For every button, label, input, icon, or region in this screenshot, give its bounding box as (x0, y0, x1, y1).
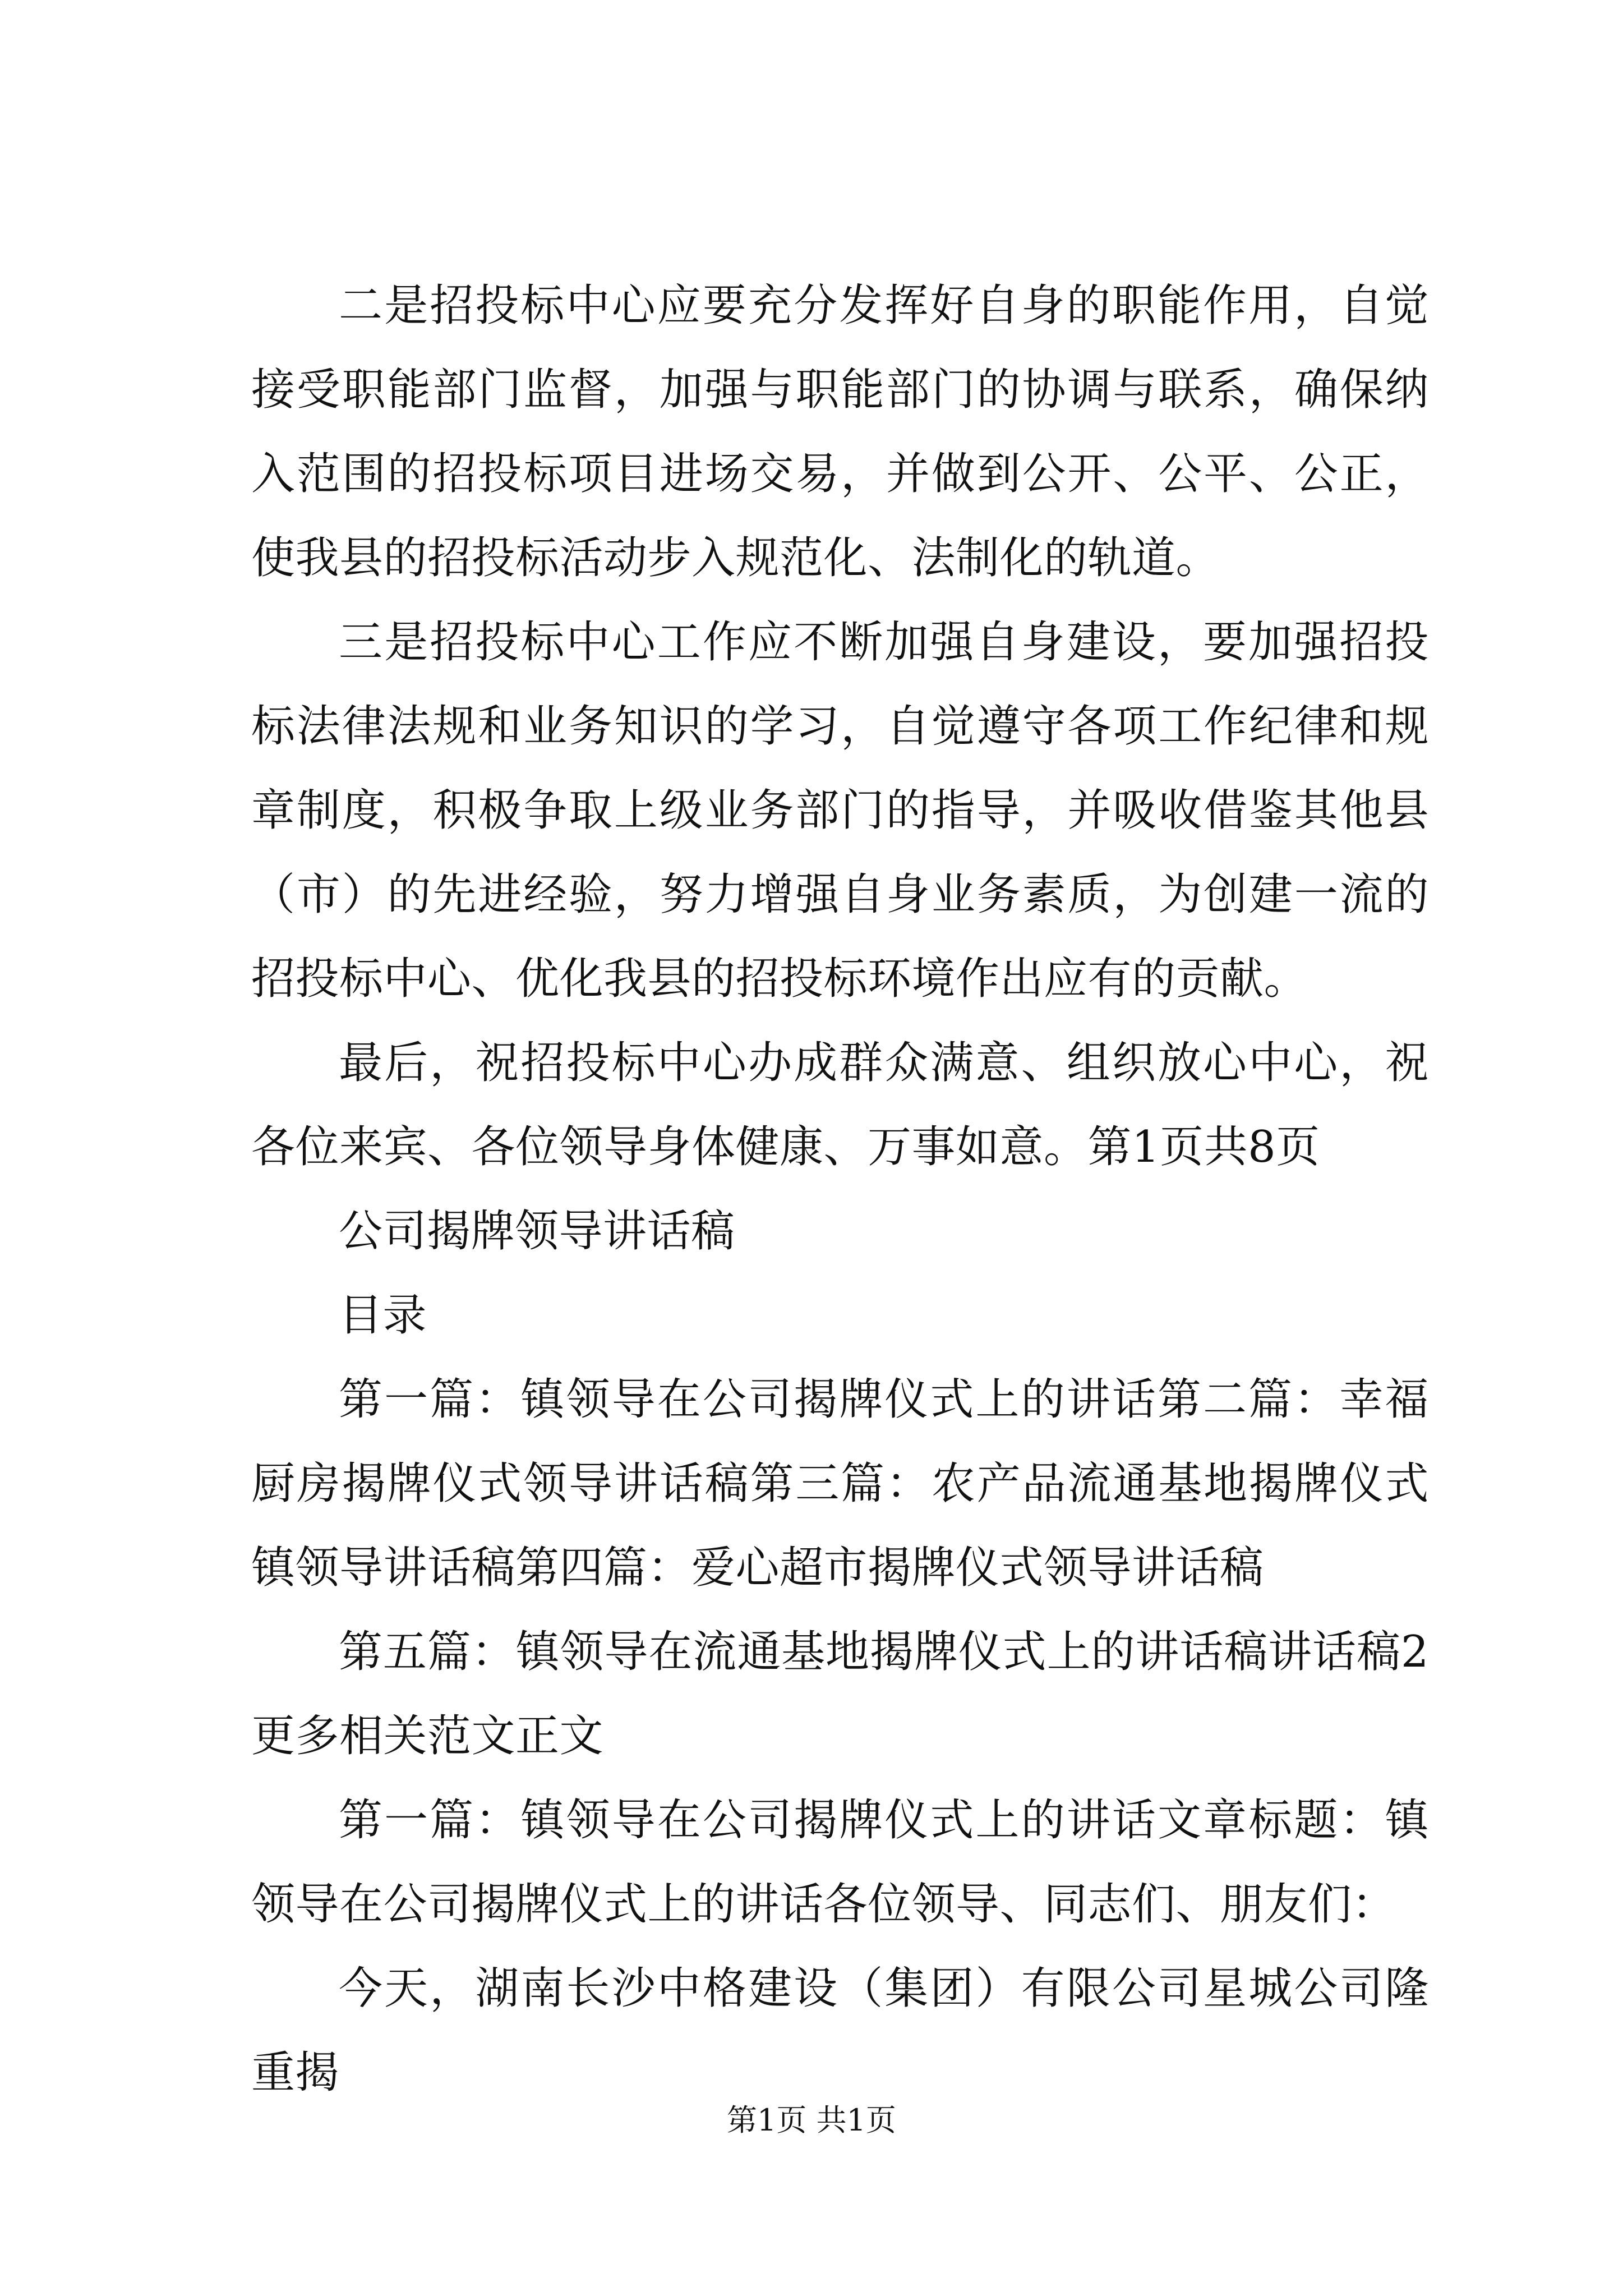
document-body (251, 264, 1429, 2115)
page-footer: 第1页 共1页 (727, 2102, 896, 2138)
article-opening: 今天，湖南长沙中格建设（集团）有限公司星城公司隆重揭 (251, 1963, 1429, 2098)
paragraph-closing-wishes: 最后，祝招投标中心办成群众满意、组织放心中心，祝各位来宾、各位领导身体健康、万事如意。第1页共8页 (251, 1038, 1429, 1172)
article-heading: 第一篇：镇领导在公司揭牌仪式上的讲话文章标题：镇领导在公司揭牌仪式上的讲话各位领导、同志们、朋友们： (251, 1795, 1429, 1930)
section-title: 公司揭牌领导讲话稿 (339, 1206, 735, 1257)
toc-heading: 目录 (339, 1290, 427, 1341)
toc-entries: 第一篇：镇领导在公司揭牌仪式上的讲话第二篇：幸福厨房揭牌仪式领导讲话稿第三篇：农产品流通基地揭牌仪式镇领导讲话稿第四篇：爱心超市揭牌仪式领导讲话稿 (251, 1374, 1429, 1593)
paragraph-tendering-center-role: 二是招投标中心应要充分发挥好自身的职能作用，自觉接受职能部门监督，加强与职能部门的协调与联系，确保纳入范围的招投标项目进场交易，并做到公开、公平、公正，使我县的招投标活动步入规范化、法制化的轨道。 (251, 280, 1429, 583)
toc-entries-continued: 第五篇：镇领导在流通基地揭牌仪式上的讲话稿讲话稿2更多相关范文正文 (251, 1627, 1429, 1761)
paragraph-self-construction: 三是招投标中心工作应不断加强自身建设，要加强招投标法律法规和业务知识的学习，自觉遵守各项工作纪律和规章制度，积极争取上级业务部门的指导，并吸收借鉴其他县（市）的先进经验，努力增强自身业务素质，为创建一流的招投标中心、优化我县的招投标环境作出应有的贡献。 (251, 617, 1429, 1004)
